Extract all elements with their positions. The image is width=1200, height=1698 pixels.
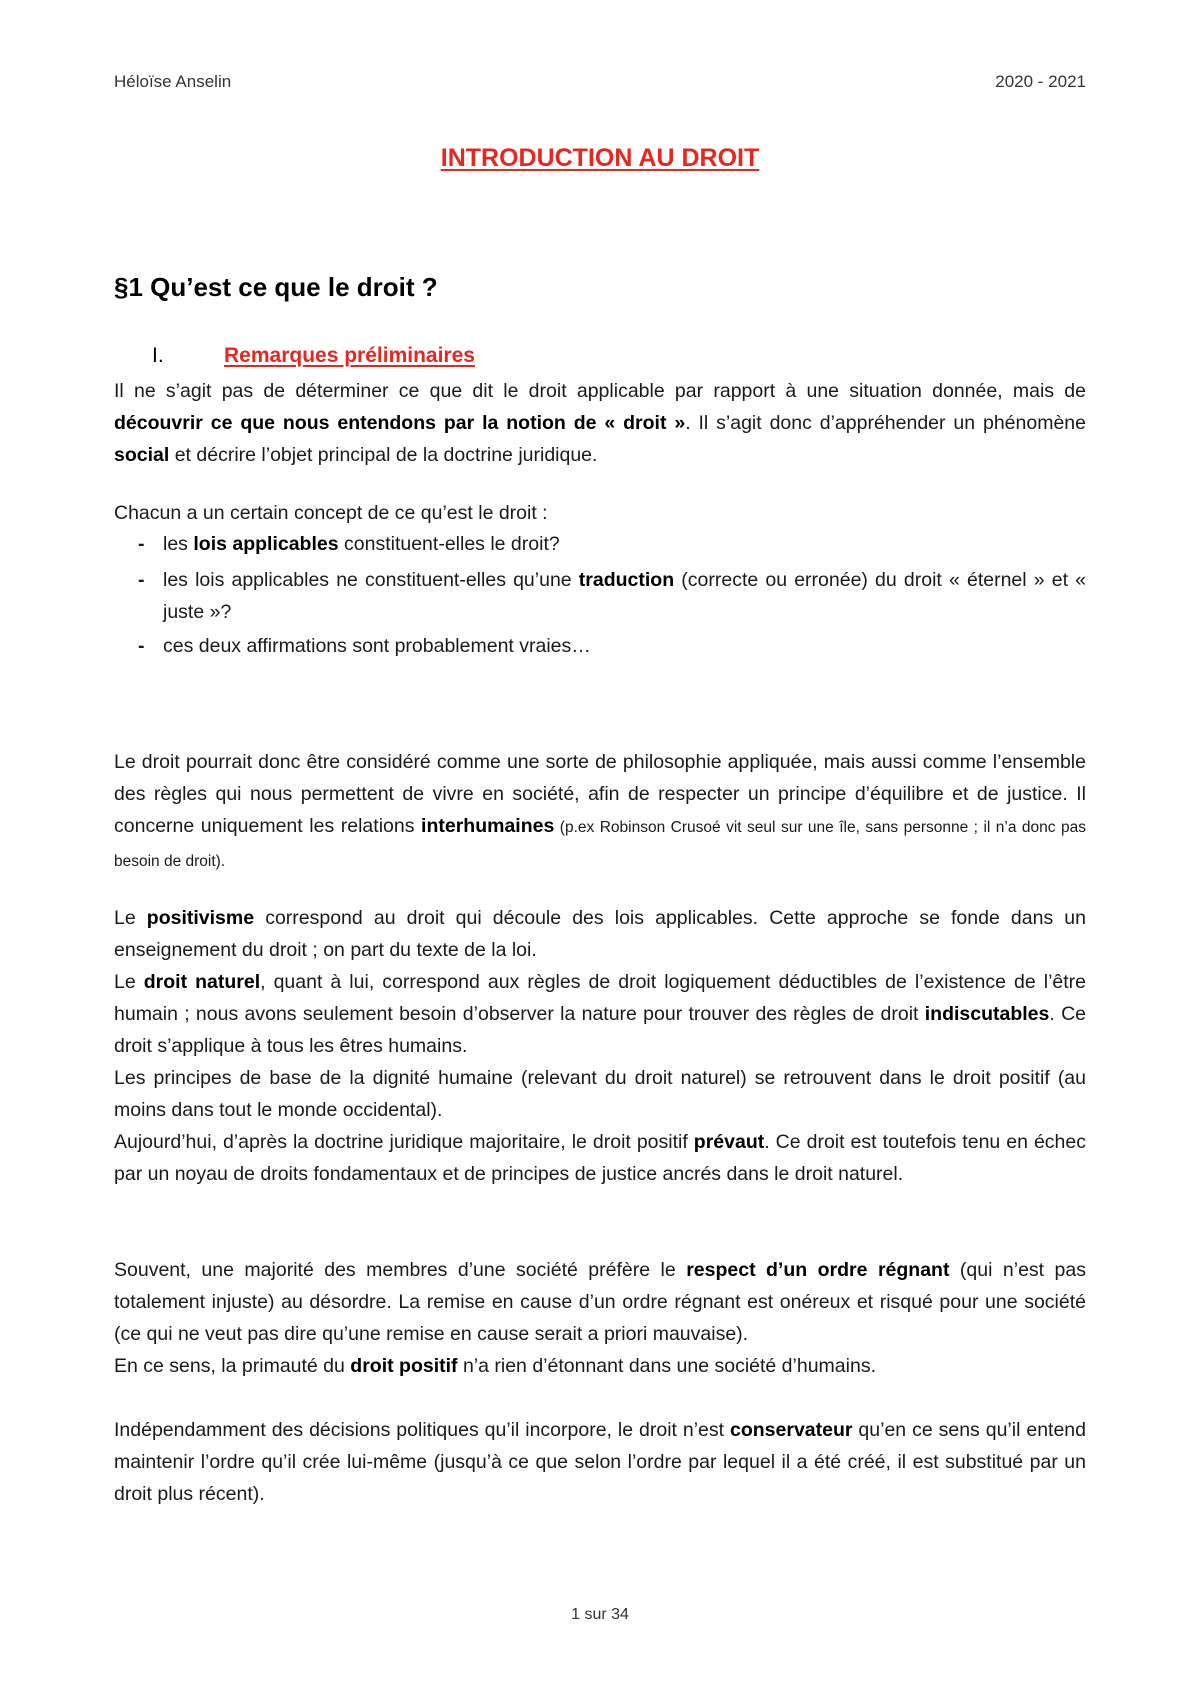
dash-bullet: -	[138, 635, 145, 657]
paragraph-4: Le positivisme correspond au droit qui découle des lois applicables. Cette approche se fonde dans un enseignement du droit ; on part du texte de la loi.	[114, 907, 1086, 961]
paragraph-3: Le droit pourrait donc être considéré comme une sorte de philosophie appliquée, mais aussi comme l’ensemble des règles qui nous permettent de vivre en société, afin de respecter un principe d’équilibre et de justice. Il concerne uniquement les relations interhumaines (p.ex Robinson Crusoé vit seul sur une île, sans personne ; il n’a donc pas besoin de droit).	[114, 751, 1086, 870]
page-number: 1 sur 34	[571, 1606, 629, 1623]
list-item: - les lois applicables ne constituent-elles qu’une traduction (correcte ou erronée) du droit « éternel » et « juste »?	[114, 564, 1086, 628]
list-item: - les lois applicables constituent-elles le droit?	[114, 528, 1086, 561]
header-author: Héloïse Anselin	[114, 72, 232, 91]
header-year: 2020 - 2021	[995, 72, 1086, 91]
paragraph-2: Chacun a un certain concept de ce qu’est le droit :	[114, 502, 548, 524]
subsection-number: I.	[152, 344, 164, 367]
paragraph-5: Le droit naturel, quant à lui, correspond aux règles de droit logiquement déductibles de l’existence de l’être humain ; nous avons seulement besoin d’observer la nature pour trouver des règles de droit indiscutables. Ce droit s’applique à tous les êtres humains.	[114, 971, 1087, 1057]
dash-bullet: -	[138, 533, 145, 555]
document-title: INTRODUCTION AU DROIT	[440, 144, 760, 172]
subsection-title: Remarques préliminaires	[224, 344, 475, 367]
list-item: - ces deux affirmations sont probablement vraies…	[114, 630, 1086, 663]
section-heading: §1 Qu’est ce que le droit ?	[114, 272, 438, 302]
concept-list	[114, 528, 1086, 663]
dash-bullet: -	[138, 569, 145, 591]
paragraph-1: Il ne s’agit pas de déterminer ce que dit le droit applicable par rapport à une situation donnée, mais de découvrir ce que nous entendons par la notion de « droit ». Il s’agit donc d’appréhender un phénomène social et décrire l’objet principal de la doctrine juridique.	[114, 380, 1086, 466]
paragraph-10: Indépendamment des décisions politiques qu’il incorpore, le droit n’est conservateur qu’en ce sens qu’il entend maintenir l’ordre qu’il crée lui-même (jusqu’à ce que selon l’ordre par lequel il a été créé, il est substitué par un droit plus récent).	[114, 1419, 1086, 1505]
paragraph-9: En ce sens, la primauté du droit positif n’a rien d’étonnant dans une société d’humains.	[114, 1355, 876, 1377]
paragraph-8: Souvent, une majorité des membres d’une société préfère le respect d’un ordre régnant (qui n’est pas totalement injuste) au désordre. La remise en cause d’un ordre régnant est onéreux et risqué pour une société (ce qui ne veut pas dire qu’une remise en cause serait a priori mauvaise).	[114, 1259, 1086, 1345]
paragraph-6: Les principes de base de la dignité humaine (relevant du droit naturel) se retrouvent dans le droit positif (au moins dans tout le monde occidental).	[114, 1067, 1086, 1121]
paragraph-7: Aujourd’hui, d’après la doctrine juridique majoritaire, le droit positif prévaut. Ce droit est toutefois tenu en échec par un noyau de droits fondamentaux et de principes de justice ancrés dans le droit naturel.	[114, 1131, 1087, 1185]
